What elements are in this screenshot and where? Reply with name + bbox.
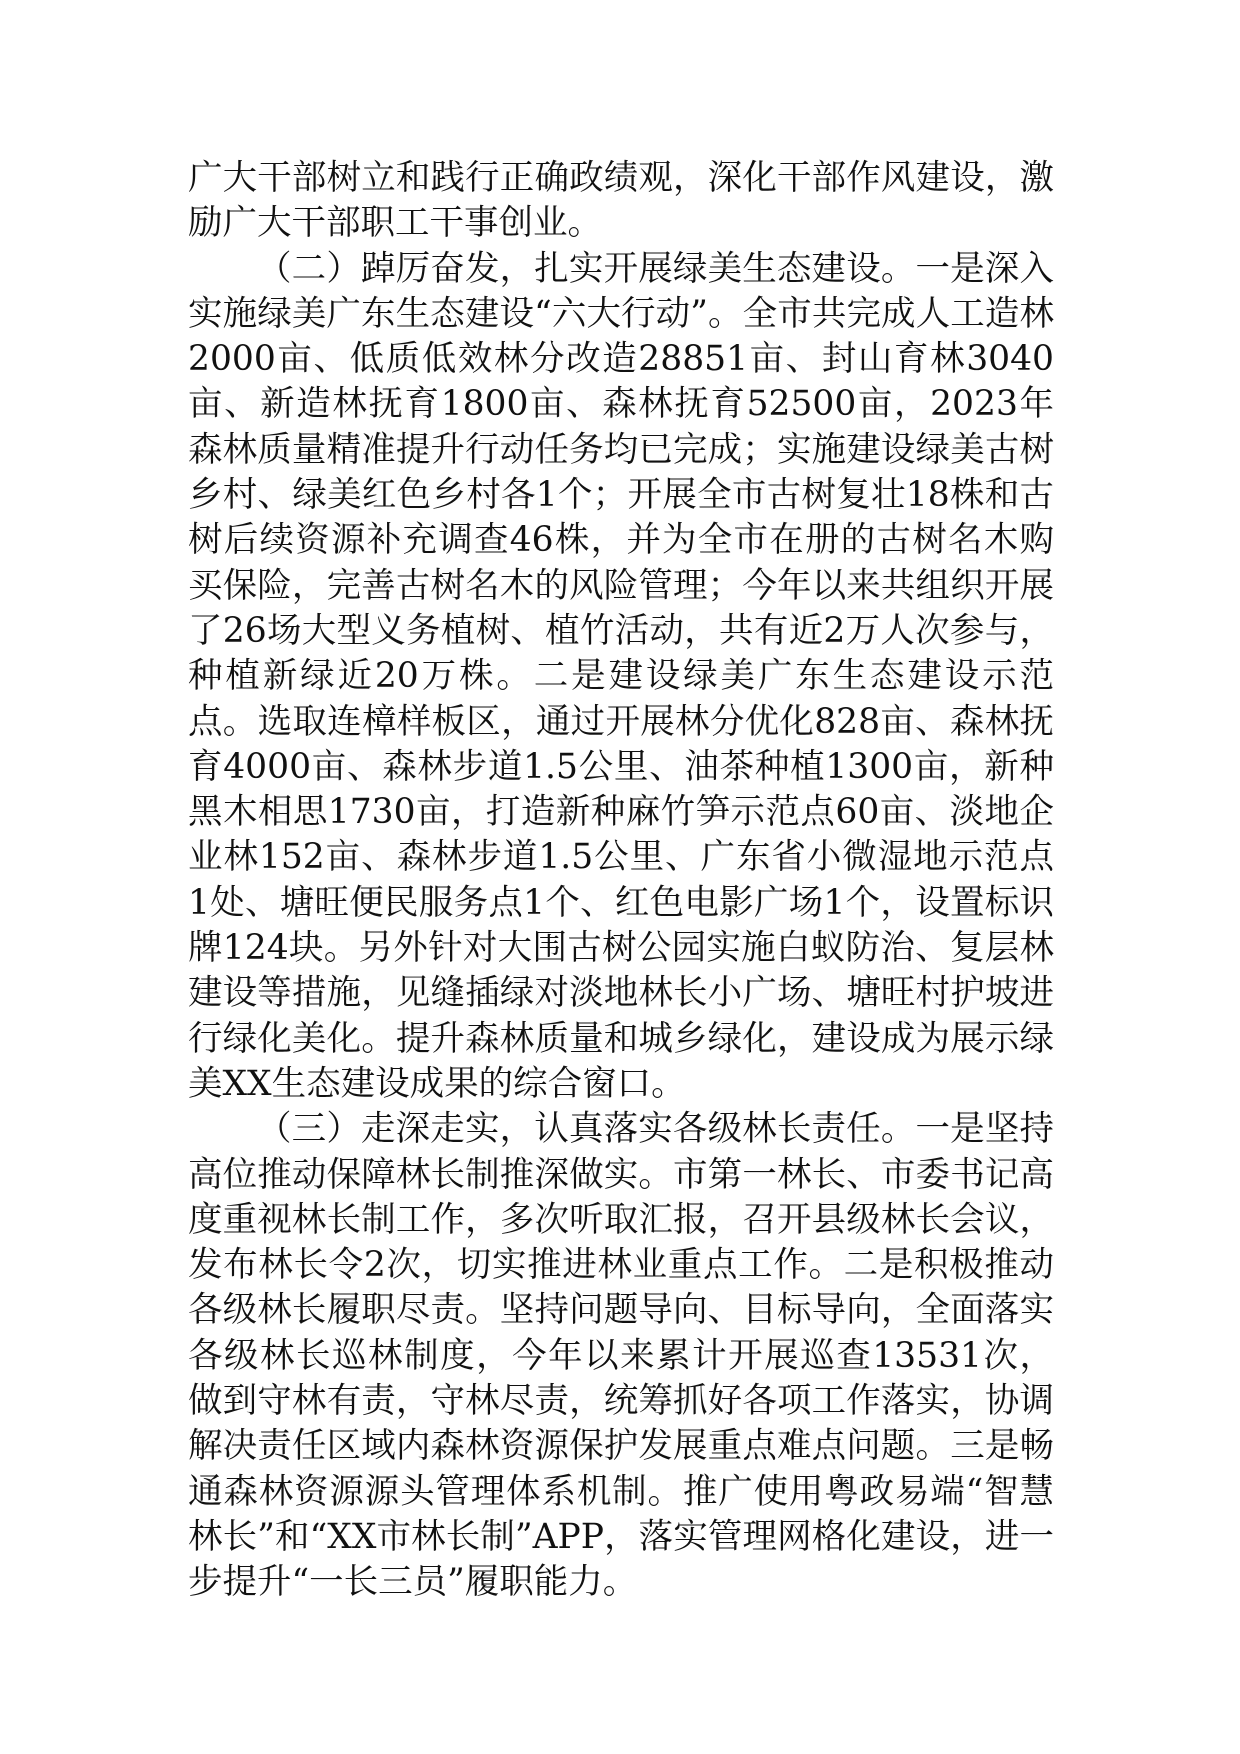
paragraph-continuation: 广大干部树立和践行正确政绩观，深化干部作风建设，激励广大干部职工干事创业。 [188, 158, 1054, 244]
paragraph-forest-chief-responsibility: （三）走深走实，认真落实各级林长责任。一是坚持高位推动保障林长制推深做实。市第一林长、市委书记高度重视林长制工作，多次听取汇报，召开县级林长会议，发布林长令2次，切实推进林业重点工作。二是积极推动各级林长履职尽责。坚持问题导向、目标导向，全面落实各级林长巡林制度，今年以来累计开展巡查13531次，做到守林有责，守林尽责，统筹抓好各项工作落实，协调解决责任区域内森林资源保护发展重点难点问题。三是畅通森林资源源头管理体系机制。推广使用粤政易端“智慧林长”和“XX市林长制”APP，落实管理网格化建设，进一步提升“一长三员”履职能力。 [188, 1109, 1054, 1603]
paragraph-green-ecology: （二）踔厉奋发，扎实开展绿美生态建设。一是深入实施绿美广东生态建设“六大行动”。全市共完成人工造林2000亩、低质低效林分改造28851亩、封山育林3040亩、新造林抚育1800亩、森林抚育52500亩，2023年森林质量精准提升行动任务均已完成；实施建设绿美古树乡村、绿美红色乡村各1个；开展全市古树复壮18株和古树后续资源补充调查46株，并为全市在册的古树名木购买保险，完善古树名木的风险管理；今年以来共组织开展了26场大型义务植树、植竹活动，共有近2万人次参与，种植新绿近20万株。二是建设绿美广东生态建设示范点。选取连樟样板区，通过开展林分优化828亩、森林抚育4000亩、森林步道1.5公里、油茶种植1300亩，新种黑木相思1730亩，打造新种麻竹笋示范点60亩、淡地企业林152亩、森林步道1.5公里、广东省小微湿地示范点1处、塘旺便民服务点1个、红色电影广场1个，设置标识牌124块。另外针对大围古树公园实施白蚁防治、复层林建设等措施，见缝插绿对淡地林长小广场、塘旺村护坡进行绿化美化。提升森林质量和城乡绿化，建设成为展示绿美XX生态建设成果的综合窗口。 [188, 248, 1054, 1104]
document-page [188, 156, 1054, 1606]
